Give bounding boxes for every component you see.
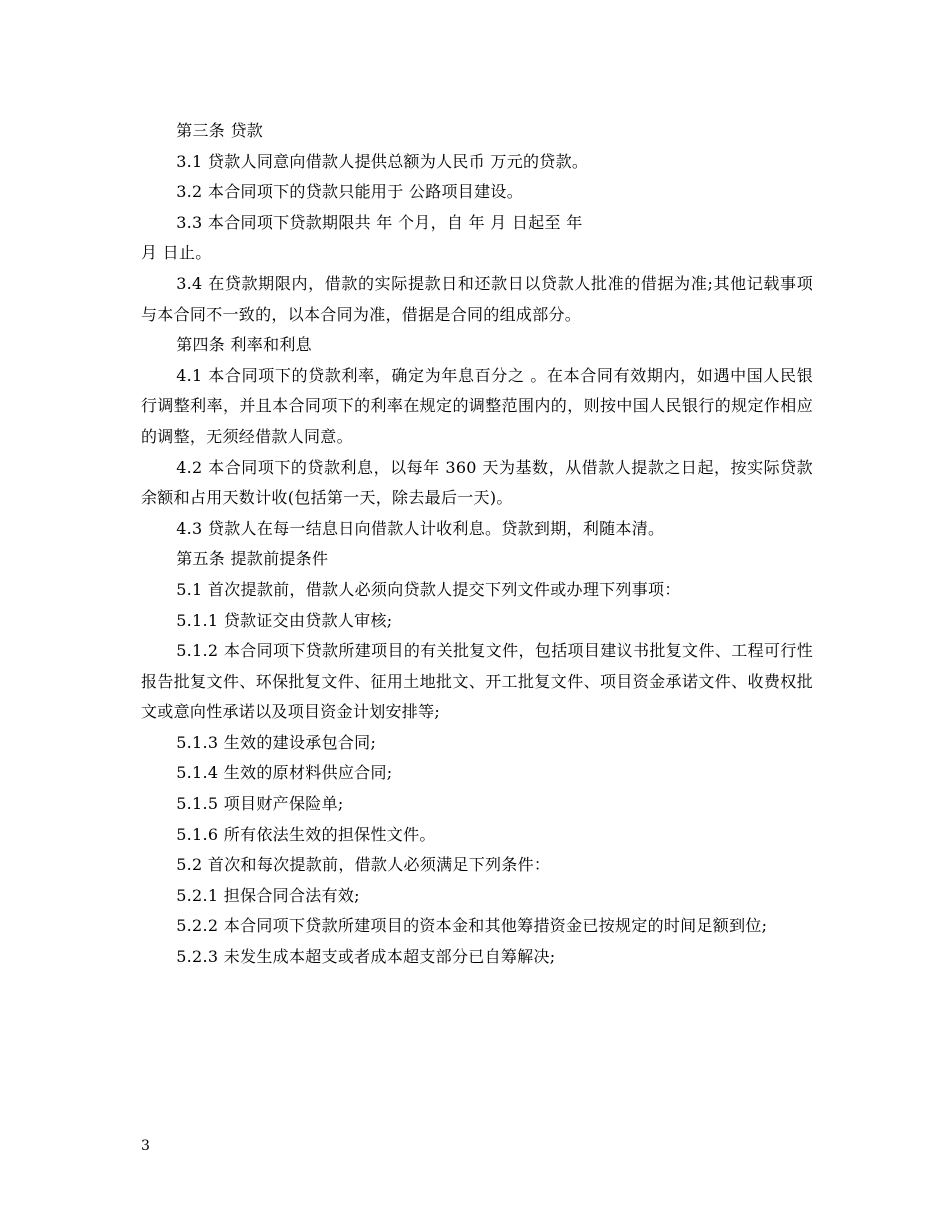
article-heading-4: 第四条 利率和利息 [176, 335, 312, 355]
clause-5-1-3: 5.1.3 生效的建设承包合同; [176, 732, 377, 752]
clause-5-1-6: 5.1.6 所有依法生效的担保性文件。 [176, 824, 436, 844]
clause-5-1-1: 5.1.1 贷款证交由贷款人审核; [176, 610, 393, 630]
clause-5-1: 5.1 首次提款前，借款人必须向贷款人提交下列文件或办理下列事项： [176, 579, 681, 599]
clause-4-1: 4.1 本合同项下的贷款利率，确定为年息百分之 。在本合同有效期内，如遇中国人民银行调整利率，并且本合同项下的利率在规定的调整范围内的，则按中国人民银行的规定作相应的调整，无须经借款人同意。 [141, 365, 813, 446]
clause-3-2: 3.2 本合同项下的贷款只能用于 公路项目建设。 [176, 182, 524, 202]
clause-5-2-2: 5.2.2 本合同项下贷款所建项目的资本金和其他筹措资金已按规定的时间足额到位; [176, 916, 768, 936]
clause-5-1-4: 5.1.4 生效的原材料供应合同; [176, 763, 393, 783]
clause-3-3-continued: 月 日止。 [141, 243, 212, 263]
page-number: 3 [141, 1138, 150, 1154]
clause-5-2: 5.2 首次和每次提款前，借款人必须满足下列条件： [176, 855, 551, 875]
clause-5-2-3: 5.2.3 未发生成本超支或者成本超支部分已自筹解决; [176, 947, 556, 967]
document-body [141, 116, 813, 973]
clause-3-4: 3.4 在贷款期限内，借款的实际提款日和还款日以贷款人批准的借据为准;其他记载事项与本合同不一致的，以本合同为准，借据是合同的组成部分。 [141, 273, 813, 324]
clause-5-1-5: 5.1.5 项目财产保险单; [176, 794, 344, 814]
article-heading-5: 第五条 提款前提条件 [176, 549, 329, 569]
clause-4-3: 4.3 贷款人在每一结息日向借款人计收利息。贷款到期，利随本清。 [176, 518, 665, 538]
clause-5-1-2: 5.1.2 本合同项下贷款所建项目的有关批复文件，包括项目建议书批复文件、工程可行性报告批复文件、环保批复文件、征用土地批文、开工批复文件、项目资金承诺文件、收费权批文或意向性承诺以及项目资金计划安排等; [141, 641, 813, 722]
clause-3-1: 3.1 贷款人同意向借款人提供总额为人民币 万元的贷款。 [176, 151, 589, 171]
clause-5-2-1: 5.2.1 担保合同合法有效; [176, 885, 360, 905]
clause-3-3: 3.3 本合同项下贷款期限共 年 个月，自 年 月 日起至 年 [176, 212, 583, 232]
clause-4-2: 4.2 本合同项下的贷款利息，以每年 360 天为基数，从借款人提款之日起，按实际贷款余额和占用天数计收(包括第一天，除去最后一天)。 [141, 457, 813, 508]
article-heading-3: 第三条 贷款 [176, 121, 264, 140]
